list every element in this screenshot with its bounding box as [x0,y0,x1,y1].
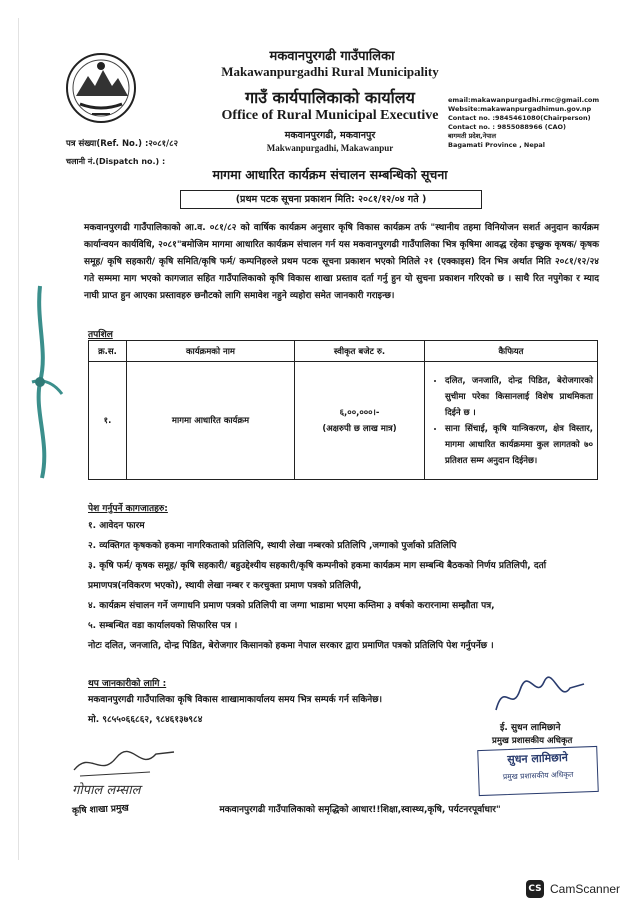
ref-number: पत्र संख्या(Ref. No.) :२०८१/८२ [66,139,178,149]
documents-list [88,516,600,656]
cell-program-name: मागमा आधारित कार्यक्रम [127,362,295,480]
more-info-text: मकवानपुरगढी गाउँपालिका कृषि विकास शाखामाकार्यालय समय भित्र सम्पर्क गर्न सकिनेछ। [88,695,383,705]
camscanner-label: CamScanner [550,882,621,896]
col-remarks: कैफियत [425,341,598,362]
left-signer-name: गोपाल लम्साल [72,783,141,798]
contact-province-en: Bagamati Province , Nepal [448,141,546,149]
col-sn: क्र.स. [89,341,127,362]
camscanner-icon: CS [526,880,544,898]
cell-sn: १. [89,362,127,480]
cell-remarks [425,362,598,480]
office-name-np: गाउँ कार्यपालिकाको कार्यालय [245,88,415,107]
municipality-name-en: Makawanpurgadhi Rural Municipality [221,64,439,79]
dispatch-number: चलानी नं.(Dispatch no.) : [66,157,166,166]
municipality-name-np: मकवानपुरगढी गाउँपालिका [269,49,395,64]
official-stamp [477,746,599,796]
contact-website: Website:makawanpurgadhimun.gov.np [448,105,592,113]
table-header-row [89,341,598,362]
document-item: ३. कृषि फर्म/ कृषक समूह/ कृषि सहकारी/ बहुउद्देश्यीय सहकारी/कृषि कम्पनीको हकमा कार्यक्रम माग सम्बन्धि बैठकको निर्णय प्रतिलिपी, दर्ता प्रमाणपत्र(नविकरण भएको), स्थायी लेखा नम्बर र करचुक्ता प्रमाण पत्रको प्रतिलिपी, [88,561,547,591]
program-table [88,340,598,480]
remark-item: • साना सिंचाई, कृषि यान्त्रिकरण, क्षेत्र विस्तार, मागमा आधारित कार्यक्रममा कुल लागतको ७० प्रतिशत सम्म अनुदान दिईनेछ। [445,421,593,469]
budget-words: (अक्षरुपी छ लाख मात्र) [322,423,397,434]
document-item: ४. कार्यक्रम संचालन गर्ने जग्गाधनि प्रमाण पत्रको प्रतिलिपी वा जग्गा भाडामा भएमा कम्तिमा ३ वर्षको करारनामा सम्झौता पत्र, [88,601,495,611]
notice-title: मागमा आधारित कार्यक्रम संचालन सम्बन्धिको सूचना [212,167,448,182]
more-info-heading: थप जानकारीको लागि : [88,679,167,689]
col-program-name: कार्यक्रमको नाम [127,341,295,362]
contact-email: email:makawanpurgadhi.rmc@gmail.com [448,96,600,104]
contact-chairperson: Contact no. :9845461080(Chairperson) [448,114,591,122]
place-en: Makwanpurgadhi, Makawanpur [266,143,394,153]
signatory-name: ई. सुधन लामिछाने [500,723,561,733]
agri-signature [70,742,180,780]
place-np: मकवानपुरगढी, मकवानपुर [284,130,376,141]
camscanner-watermark [526,878,626,900]
contact-province-np: बागमती प्रदेश,नेपाल [448,132,497,140]
document-item: २. व्यक्तिगत कृषकको हकमा नागरिकताको प्रतिलिपि, स्थायी लेखा नम्बरको प्रतिलिपि ,जग्गाको पुर्जाको प्रतिलिपि [88,541,457,551]
document-item: १. आवेदन फारम [88,521,145,531]
office-name-en: Office of Rural Municipal Executive [221,108,439,123]
remarks-list [429,373,593,469]
documents-heading: पेश गर्नुपर्ने कागजातहरु: [88,504,168,514]
left-signer-dept: कृषि शाखा प्रमुख [71,803,130,817]
binding-string [26,282,66,482]
col-budget: स्वीकृत बजेट रु. [295,341,425,362]
cell-budget [295,362,425,480]
stamp-name: सुधन लामिछाने [507,750,569,767]
cao-signature [490,670,590,720]
table-row [89,362,598,480]
municipality-logo [62,52,140,128]
footer-slogan: मकवानपुरगढी गाउँपालिकाको समृद्धिको आधार!!शिक्षा,स्वास्थ्य,कृषि, पर्यटनरपूर्वाधार" [219,805,501,815]
remark-item: • दलित, जनजाति, दोन्द्र पिडित, बेरोजगारको सुचीमा परेका किसानलाई विशेष प्राथमिकता दिईने छ । [445,373,593,421]
signatory-title: प्रमुख प्रशासकीय अधिकृत [492,736,573,746]
stamp-title: प्रमुख प्रशासकीय अधिकृत [502,769,574,782]
contact-cao: Contact no. : 9855088966 (CAO) [448,123,567,131]
contact-block [448,96,608,150]
more-info-phones: मो. ९८५५०६६८६२, ९८४६१३७९८४ [88,715,203,725]
table-caption: तपशिल [88,330,113,340]
notice-subtitle: (प्रथम पटक सूचना प्रकाशन मिति: २०८१/१२/०४ गते ) [180,190,482,209]
documents-note: नोटः दलित, जनजाति, दोन्द्र पिडित, बेरोजगार किसानको हकमा नेपाल सरकार द्वारा प्रमाणित पत्रको प्रतिलिपि पेश गर्नुपर्नेछ । [88,641,494,651]
notice-body: मकवानपुरगढी गाउँपालिकाको आ.व. ०८१/८२ को वार्षिक कार्यक्रम अनुसार कृषि विकास कार्यक्रम तर्फ "स्थानीय तहमा विनियोजन सशर्त अनुदान कार्यक्रम कार्यान्वयन कार्यविधि, २०८१"बमोजिम मागमा आधारित कार्यक्रम संचालन गर्न यस मकवानपुरगढी गाउँपालिका भित्र कृषिमा आवद्ध रहेका इच्छुक कृषक/ कृषक समूह/ कृषि सहकारी/ कृषि समिति/कृषि फर्म/ कम्पनिहरुले प्रथम पटक सूचना प्रकाशन भएको मितिले २१ (एक्काइस) दिन भित्र अर्थात मिति २०८१/१२/२४ गते सम्ममा माग भएको कागजात सहित गाउँपालिकाको कृषि विकास शाखा प्रस्ताव दर्ता गर्नु हुन यो सुचना प्रकाशन गरिएको छ । साथै रित नपुगेका र म्याद नाघी प्राप्त हुन आएका प्रस्तावहरु छनौटको लागि समावेश नहुने व्यहोरा समेत जानकारी गराइन्छ। [84,223,599,301]
budget-amount: ६,००,०००।- [339,407,380,418]
document-item: ५. सम्बन्धित वडा कार्यालयको सिफारिस पत्र । [88,621,238,631]
